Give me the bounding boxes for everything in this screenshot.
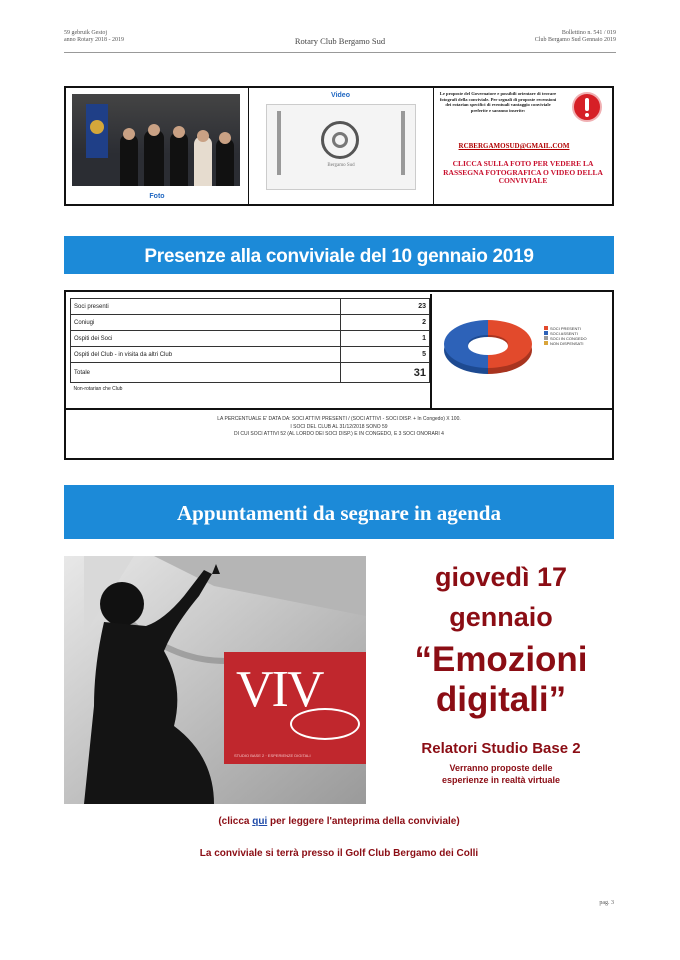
exclamation-icon: [572, 92, 602, 122]
legend-item: [544, 341, 614, 346]
table-row-label: Ospiti del Club - in visita da altri Club: [71, 347, 341, 363]
event-title-line1: “Emozioni: [414, 640, 588, 679]
attendance-donut-chart: [438, 312, 538, 382]
page-header: [64, 30, 616, 53]
event-image[interactable]: [64, 556, 366, 804]
table-row: [71, 299, 430, 315]
video-caption: Bergamo Sud: [327, 163, 355, 168]
total-row-value: 31: [341, 363, 430, 383]
click-instructions: CLICCA SULLA FOTO PER VEDERE LA RASSEGNA FOTOGRAFICA O VIDEO DELLA CONVIVIALE: [443, 159, 603, 185]
agenda-title: Appuntamenti da segnare in agenda: [176, 501, 501, 525]
attendance-title: Presenze alla conviviale del 10 gennaio 2019: [144, 246, 534, 267]
legend-label: SOCI ASSENTI: [550, 331, 578, 336]
table-row: [71, 331, 430, 347]
attendance-title-bar: [64, 236, 614, 274]
preview-link-line: [64, 816, 614, 827]
foto-link[interactable]: Foto: [149, 193, 165, 200]
footnote-line: LA PERCENTUALE E' DATA DA: SOCI ATTIVI PRESENTI / (SOCI ATTIVI - SOCI DISP. + In Congedo) X 100.: [217, 416, 461, 422]
info-text: Le proposte del Governatore e possibili orientare di trovare fotografi della conviviale. Per segnali di proposte recensioni dei rotarian specifici di eventuali vantaggio conviviale preferite e saranno inserite:: [439, 91, 557, 113]
bulletin-number: Bollettino n. 541 / 019: [561, 30, 616, 36]
event-description-line1: Verranno proposte delle: [449, 763, 553, 773]
agenda-title-bar: [64, 485, 614, 539]
footnote-line: I SOCI DEL CLUB AL 31/12/2018 SONO 59: [290, 423, 388, 430]
legend-swatch: [544, 331, 548, 335]
donut-hole: [468, 337, 508, 355]
preview-link[interactable]: qui: [252, 816, 268, 827]
rotary-banner-icon: [86, 104, 108, 158]
event-location: La conviviale si terrà presso il Golf Club Bergamo dei Colli: [199, 848, 479, 859]
attendance-footnote: [76, 416, 602, 439]
event-date-month: gennaio: [449, 602, 553, 632]
page-number: pag. 3: [599, 900, 614, 906]
table-row-label: Soci presenti: [71, 299, 341, 315]
table-row-value: 2: [341, 315, 430, 331]
info-cell: [433, 88, 612, 204]
note-row-value: [341, 383, 430, 396]
conviviale-photo[interactable]: [72, 94, 240, 186]
legend-swatch: [544, 336, 548, 340]
header-right-line2: Club Bergamo Sud Gennaio 2019: [534, 37, 616, 43]
table-row: [71, 347, 430, 363]
event-title: [376, 640, 626, 720]
total-row-label: Totale: [71, 363, 341, 383]
vivo-subtitle: STUDIO BASE 2 · ESPERIENZE DIGITALI: [234, 753, 311, 758]
attendance-table: [70, 298, 430, 395]
event-description-line2: esperienze in realtà virtuale: [441, 775, 561, 785]
attendance-box: [64, 290, 614, 460]
email-link[interactable]: RCBERGAMOSUD@GMAIL.COM: [458, 142, 570, 150]
event-title-line2: digitali”: [435, 680, 567, 719]
event-date-day: giovedì 17: [434, 562, 568, 592]
preview-link-pre: (clicca: [218, 816, 253, 827]
preview-link-post: per leggere l'anteprima della conviviale): [267, 816, 460, 827]
club-name: Rotary Club Bergamo Sud: [294, 36, 386, 46]
rotary-wheel-icon: [321, 121, 359, 159]
table-row-label: Coniugi: [71, 315, 341, 331]
note-row-label: Non-rotarian che Club: [73, 386, 123, 392]
video-link[interactable]: Video: [331, 92, 350, 99]
table-row-value: 23: [341, 299, 430, 315]
table-row-value: 1: [341, 331, 430, 347]
header-right: [535, 30, 616, 44]
video-cell[interactable]: [248, 88, 434, 204]
media-box: [64, 86, 614, 206]
table-row-value: 5: [341, 347, 430, 363]
legend-label: SOCI IN CONGEDO: [550, 336, 587, 341]
legend-label: SOCI PRESENTI: [550, 326, 581, 331]
photo-cell[interactable]: [66, 88, 249, 204]
total-row: [71, 363, 430, 383]
legend-label: NON DISPENSATI: [550, 341, 584, 346]
chart-legend: [544, 326, 614, 346]
footnote-line: DI CUI SOCI ATTIVI 52 (AL LORDO DEI SOCI DISP.) E IN CONGEDO, E 3 SOCI ONORARI 4: [234, 431, 444, 437]
header-left-line2: anno Rotary 2018 - 2019: [64, 37, 124, 43]
vivo-logo: VIV STUDIO BASE 2 · ESPERIENZE DIGITALI: [224, 652, 366, 764]
event-speakers: Relatori Studio Base 2: [421, 740, 581, 757]
legend-swatch: [544, 341, 548, 345]
note-row: [71, 383, 430, 396]
table-row: [71, 315, 430, 331]
header-left-line1: 59 gebruik Gestoj: [64, 30, 107, 36]
table-row-label: Ospiti dei Soci: [71, 331, 341, 347]
video-thumbnail[interactable]: [266, 104, 416, 190]
legend-swatch: [544, 326, 548, 330]
event-description: [376, 762, 626, 786]
